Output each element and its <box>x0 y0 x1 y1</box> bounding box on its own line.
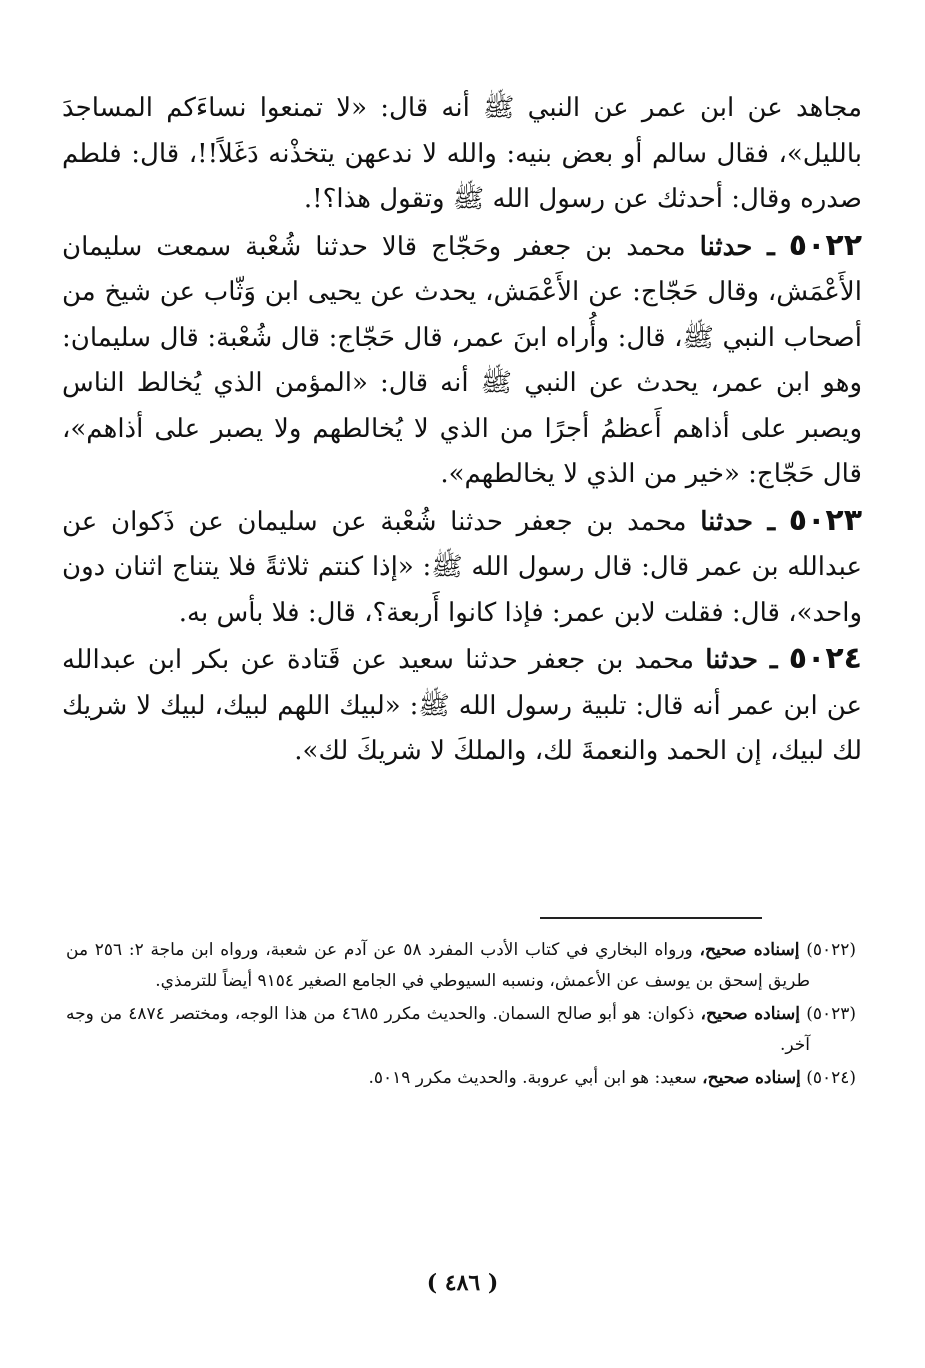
footnote-label: إسناده صحيح، <box>700 1004 800 1024</box>
hadith-number: ٥٠٢٣ <box>788 502 863 538</box>
hadith-5023: ٥٠٢٣ ـ حدثنا محمد بن جعفر حدثنا شُعْبة عن سليمان عن ذَكوان عن عبدالله بن عمر قال: قال رسول الله ﷺ: «إذا كنتم ثلاثةً فلا يتناج اثنان دون واحد»، قال: فقلت لابن عمر: فإذا كانوا أَربعة؟، قال: فلا بأس به. <box>62 502 863 628</box>
hadith-text: محمد بن جعفر حدثنا سعيد عن قَتادة عن بكر ابن عبدالله عن ابن عمر أنه قال: تلبية رسول الله ﷺ: «لبيك اللهم لبيك، لبيك لا شريك لك لبيك، إن الحمد والنعمةَ لك، والملكَ لا شريكَ لك». <box>62 645 862 766</box>
hadith-label: حدثنا <box>705 645 758 675</box>
footnote-5024 <box>66 1063 856 1094</box>
footnote-text: ذكوان: هو أبو صالح السمان. والحديث مكرر ٤٦٨٥ من هذا الوجه، ومختصر ٤٨٧٤ من وجه آخر. <box>66 1004 810 1055</box>
footnote-separator <box>540 917 762 919</box>
footnote-text: ورواه البخاري في كتاب الأدب المفرد ٥٨ عن آدم عن شعبة، ورواه ابن ماجة ٢: ٢٥٦ من طريق إسحق بن يوسف عن الأعمش، ونسبه السيوطي في الجامع الصغير ٩١٥٤ أيضاً للترمذي. <box>66 940 810 991</box>
footnote-5023 <box>66 999 856 1061</box>
hadith-number: ٥٠٢٢ <box>788 227 863 263</box>
hadith-5024: ٥٠٢٤ ـ حدثنا محمد بن جعفر حدثنا سعيد عن قَتادة عن بكر ابن عبدالله عن ابن عمر أنه قال: تلبية رسول الله ﷺ: «لبيك اللهم لبيك، لبيك لا شريك لك لبيك، إن الحمد والنعمةَ لك، والملكَ لا شريكَ لك». <box>62 641 862 766</box>
intro-paragraph: مجاهد عن ابن عمر عن النبي ﷺ أنه قال: «لا تمنعوا نساءَكم المساجدَ بالليل»، فقال سالم أو بعض بنيه: والله لا ندعهن يتخذْنه دَغَلاً!!، قال: فلطم صدره وقال: أحدثك عن رسول الله ﷺ وتقول هذا؟!. <box>62 93 862 214</box>
hadith-text: محمد بن جعفر حدثنا شُعْبة عن سليمان عن ذَكوان عن عبدالله بن عمر قال: قال رسول الله ﷺ: «إذا كنتم ثلاثةً فلا يتناج اثنان دون واحد»، قال: فقلت لابن عمر: فإذا كانوا أَربعة؟، قال: فلا بأس به. <box>62 506 862 628</box>
hadith-text: محمد بن جعفر وحَجّاج قالا حدثنا شُعْبة سمعت سليمان الأَعْمَش، وقال حَجّاج: عن الأَعْمَش، يحدث عن يحيى ابن وَثّاب عن شيخ من أصحاب النبي ﷺ، قال: وأُراه ابنَ عمر، قال حَجّاج: قال شُعْبة: قال سليمان: وهو ابن عمر، يحدث عن النبي ﷺ أنه قال: «المؤمن الذي يُخالط الناس ويصبر على أذاهم أَعظمُ أجرًا من الذي لا يُخالطهم ولا يصبر على أذاهم»، قال حَجّاج: «خير من الذي لا يخالطهم». <box>62 231 862 489</box>
hadith-5022: ٥٠٢٢ ـ حدثنا محمد بن جعفر وحَجّاج قالا حدثنا شُعْبة سمعت سليمان الأَعْمَش، وقال حَجّاج: عن الأَعْمَش، يحدث عن يحيى ابن وَثّاب عن شيخ من أصحاب النبي ﷺ، قال: وأُراه ابنَ عمر، قال حَجّاج: قال شُعْبة: قال سليمان: وهو ابن عمر، يحدث عن النبي ﷺ أنه قال: «المؤمن الذي يُخالط الناس ويصبر على أذاهم أَعظمُ أجرًا من الذي لا يُخالطهم ولا يصبر على أذاهم»، قال حَجّاج: «خير من الذي لا يخالطهم». <box>62 227 863 489</box>
page-number: ( ٤٨٦ ) <box>426 1270 499 1296</box>
footnote-5022 <box>66 935 856 997</box>
hadith-number: ٥٠٢٤ <box>788 641 862 676</box>
footnotes <box>66 935 856 1096</box>
footnote-label: إسناده صحيح، <box>699 940 800 960</box>
footnote-ref: (٥٠٢٣) <box>806 1004 857 1024</box>
main-text <box>62 86 862 775</box>
hadith-label: حدثنا <box>700 506 753 537</box>
footnote-ref: (٥٠٢٤) <box>806 1068 856 1088</box>
footnote-text: سعيد: هو ابن أبي عروبة. والحديث مكرر ٥٠١٩. <box>368 1068 697 1088</box>
footnote-label: إسناده صحيح، <box>702 1068 801 1088</box>
footnote-ref: (٥٠٢٢) <box>806 940 857 960</box>
hadith-label: حدثنا <box>699 231 753 262</box>
